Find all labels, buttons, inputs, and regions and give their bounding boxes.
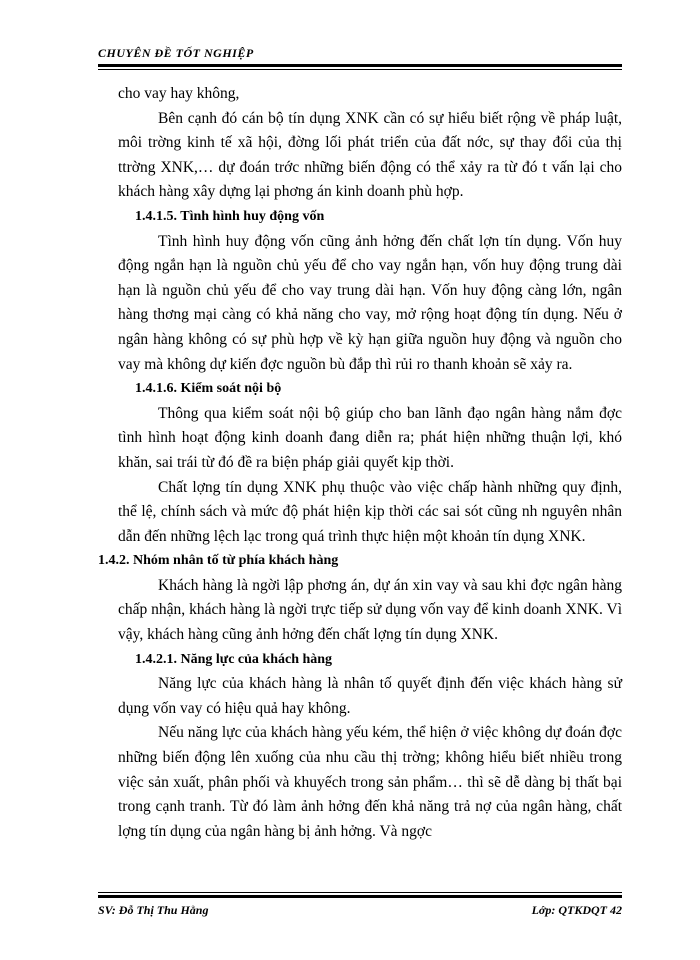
header-title: CHUYÊN ĐỀ TỐT NGHIỆP — [98, 46, 254, 60]
section-heading: 1.4.1.5. Tình hình huy động vốn — [135, 208, 325, 224]
paragraph: Khách hàng là ngời lập phơng án, dự án xin vay và sau khi đợc ngân hàng chấp nhận, khách hàng là ngời trực tiếp sử dụng vốn vay để kinh doanh XNK. Vì vậy, khách hàng cũng ảnh hởng đến chất lợng tín dụng XNK. — [118, 576, 622, 644]
section-heading: 1.4.2. Nhóm nhân tố từ phía khách hàng — [98, 553, 339, 569]
footer-author: SV: Đỗ Thị Thu Hằng — [98, 903, 209, 917]
paragraph: Nếu năng lực của khách hàng yếu kém, thể hiện ở việc không dự đoán đợc những biến động lên xuống của nhu cầu thị trờng; không hiểu biết nhiều trong việc sản xuất, phân phối và khuyếch trong sản phẩm… thì sẽ dễ dàng bị thất bại trong cạnh tranh. Từ đó làm ảnh hởng đến khả năng trả nợ của ngân hàng, chất lợng tín dụng của ngân hàng bị ảnh hởng. Và ngợc — [118, 724, 622, 840]
header-rule-thick — [98, 64, 622, 67]
section-heading: 1.4.1.6. Kiểm soát nội bộ — [135, 381, 282, 397]
section-heading: 1.4.2.1. Năng lực của khách hàng — [135, 651, 333, 667]
footer-class: Lớp: QTKDQT 42 — [531, 903, 622, 917]
document-body — [98, 82, 622, 844]
footer-rule-thick — [98, 895, 622, 898]
paragraph: Năng lực của khách hàng là nhân tố quyết định đến việc khách hàng sử dụng vốn vay có hiệu quả hay không. — [118, 675, 622, 717]
footer-rule-thin — [98, 892, 622, 893]
paragraph: cho vay hay không, — [118, 85, 240, 102]
paragraph: Thông qua kiểm soát nội bộ giúp cho ban lãnh đạo ngân hàng nắm đợc tình hình hoạt động kinh doanh đang diễn ra; phát hiện những thuận lợi, khó khăn, sai trái từ đó đề ra biện pháp giải quyết kịp thời. — [118, 404, 622, 471]
paragraph: Chất lợng tín dụng XNK phụ thuộc vào việc chấp hành những quy định, thể lệ, chính sách và mức độ phát hiện kịp thời các sai sót cũng nh nguyên nhân dẫn đến những lệch lạc trong quá trình thực hiện một khoản tín dụng XNK. — [118, 478, 622, 545]
paragraph: Bên cạnh đó cán bộ tín dụng XNK cần có sự hiểu biết rộng về pháp luật, môi trờng kinh tế xã hội, đờng lối phát triển của đất nớc, sự thay đổi của thị ttrờng XNK,… dự đoán trớc những biến động có thể xảy ra từ đó t vấn lại cho khách hàng xây dựng lại phơng án kinh doanh phù hợp. — [118, 109, 622, 201]
paragraph: Tình hình huy động vốn cũng ảnh hởng đến chất lợn tín dụng. Vốn huy động ngắn hạn là nguồn chủ yếu để cho vay ngắn hạn, vốn huy động trung dài hạn là nguồn chủ yếu để cho vay trung dài hạn. Vốn huy động càng lớn, ngân hàng thơng mại càng có khả năng cho vay, mở rộng hoạt động tín dụng. Nếu ở ngân hàng không có sự phù hợp về kỳ hạn giữa nguồn huy động và nguồn cho vay mà không dự kiến đợc nguồn bù đắp thì rủi ro thanh khoản sẽ xảy ra. — [118, 232, 622, 373]
header-rule-thin — [98, 69, 622, 70]
